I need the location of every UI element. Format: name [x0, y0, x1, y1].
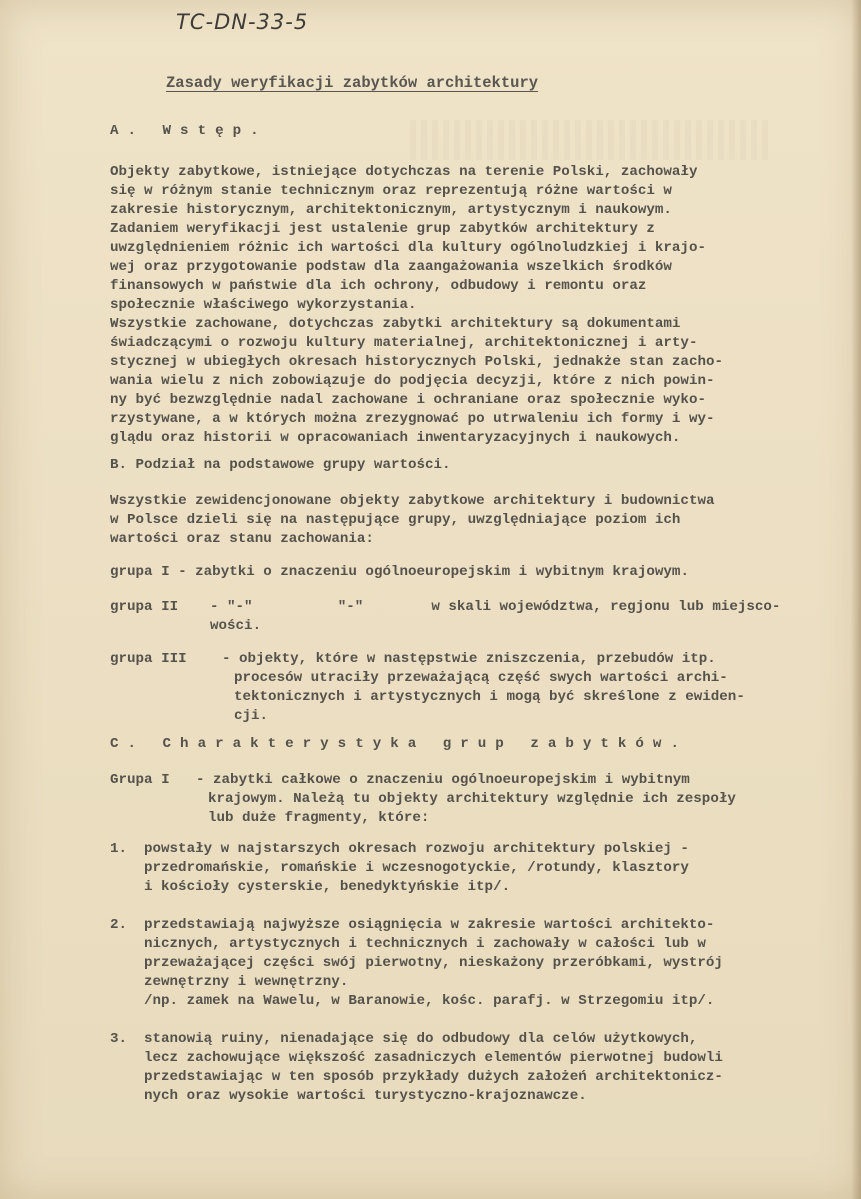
text-line: powstały w najstarszych okresach rozwoju architektury polskiej -: [144, 841, 689, 857]
section-c-heading: C. Charakterystyka grup zabytków.: [110, 736, 688, 752]
group-description: [196, 771, 836, 828]
text-line: przedstawiając w ten sposób przykłady dużych założeń architektonicz-: [144, 1069, 723, 1085]
text-line: świadczącymi o rozwoju kultury materialnej, architektonicznej i arty-: [110, 335, 698, 351]
group-description: [210, 598, 810, 636]
reference-number: TC-DN-33-5: [176, 10, 309, 34]
document-title: Zasady weryfikacji zabytków architektury: [166, 74, 539, 92]
section-a-heading: A. Wstęp.: [110, 123, 268, 139]
text-line: przeważającej części swój pierwotny, nieskażony przeróbkami, wystrój: [144, 955, 723, 971]
group-row: [110, 563, 840, 582]
text-line: - objekty, które w następstwie zniszczenia, przebudów itp.: [222, 651, 716, 667]
text-line: przedromańskie, romańskie i wczesnogotyckie, /rotundy, klasztory: [144, 860, 689, 876]
section-a-paragraph-2: [110, 315, 840, 448]
group-label: grupa I: [110, 564, 170, 580]
text-line: nicznych, artystycznych i technicznych i zachowały w całości lub w: [144, 936, 706, 952]
text-line: lub duże fragmenty, które:: [208, 810, 430, 826]
text-line: cji.: [234, 708, 269, 724]
list-item: [110, 1030, 840, 1106]
text-line: /np. zamek na Wawelu, w Baranowie, kośc. parafj. w Strzegomiu itp/.: [144, 993, 715, 1009]
item-number: 1.: [110, 841, 128, 857]
item-text: [144, 1030, 834, 1106]
group-1-description: [110, 771, 840, 828]
text-line: Objekty zabytkowe, istniejące dotychczas na terenie Polski, zachowały: [110, 164, 698, 180]
text-line: wania wielu z nich zobowiązuje do podjęcia decyzji, które z nich powin-: [110, 373, 715, 389]
text-line: przedstawiają najwyższe osiągnięcia w zakresie wartości architekto-: [144, 917, 715, 933]
group-label: Grupa I: [110, 772, 170, 788]
text-line: - zabytki całkowe o znaczeniu ogólnoeuropejskim i wybitnym: [196, 772, 690, 788]
text-line: zakresie historycznym, architektonicznym, artystycznym i naukowym.: [110, 202, 672, 218]
item-text: [144, 840, 834, 897]
text-line: w Polsce dzieli się na następujące grupy, uwzględniające poziom ich: [110, 512, 681, 528]
text-line: procesów utraciły przeważającą część swych wartości archi-: [234, 670, 728, 686]
group-description: - zabytki o znaczeniu ogólnoeuropejskim i wybitnym krajowym.: [178, 564, 689, 580]
text-line: finansowych w państwie dla ich ochrony, odbudowy i remontu oraz: [110, 278, 647, 294]
text-line: glądu oraz historii w opracowaniach inwentaryzacyjnych i naukowych.: [110, 430, 681, 446]
text-line: nych oraz wysokie wartości turystyczno-krajoznawcze.: [144, 1088, 587, 1104]
group-label: grupa III: [110, 651, 187, 667]
text-line: wości.: [210, 618, 262, 634]
text-line: krajowym. Należą tu objekty architektury względnie ich zespoły: [208, 791, 736, 807]
text-line: zewnętrzny i wewnętrzny.: [144, 974, 349, 990]
text-line: stanowią ruiny, nienadające się do odbudowy dla celów użytkowych,: [144, 1031, 698, 1047]
text-line: wartości oraz stanu zachowania:: [110, 531, 374, 547]
group-label: grupa II: [110, 599, 179, 615]
text-line: wej oraz przygotowanie podstaw dla zaangażowania wszelkich środków: [110, 259, 672, 275]
text-line: rzystywane, a w których można zrezygnować po utrwaleniu ich formy i wy-: [110, 411, 715, 427]
text-line: ny być bezwzględnie nadal zachowane i ochraniane oraz społecznie wyko-: [110, 392, 706, 408]
text-line: uwzględnieniem różnic ich wartości dla kultury ogólnoludzkiej i krajo-: [110, 240, 706, 256]
section-b-intro: [110, 492, 840, 549]
text-line: się w różnym stanie technicznym oraz reprezentują różne wartości w: [110, 183, 672, 199]
text-line: tektonicznych i artystycznych i mogą być skreślone z ewiden-: [234, 689, 745, 705]
list-item: [110, 916, 840, 1011]
group-row: [110, 650, 840, 726]
text-line: - "-" "-" w skali województwa, regjonu lub miejsco-: [210, 599, 781, 615]
item-text: [144, 916, 834, 1011]
text-line: i kościoły cysterskie, benedyktyńskie itp/.: [144, 879, 511, 895]
text-line: społecznie właściwego wykorzystania.: [110, 297, 417, 313]
text-line: lecz zachowujące większość zasadniczych elementów pierwotnej budowli: [144, 1050, 723, 1066]
section-a-paragraph-1: [110, 163, 840, 315]
text-line: Wszystkie zachowane, dotychczas zabytki architektury są dokumentami: [110, 316, 681, 332]
section-b-heading: B. Podział na podstawowe grupy wartości.: [110, 457, 451, 473]
text-line: stycznej w ubiegłych okresach historycznych Polski, jednakże stan zacho-: [110, 354, 723, 370]
group-description: [222, 650, 822, 726]
group-row: [110, 598, 840, 636]
item-number: 2.: [110, 917, 128, 933]
text-line: Zadaniem weryfikacji jest ustalenie grup zabytków architektury z: [110, 221, 655, 237]
list-item: [110, 840, 840, 897]
paper-edge-shadow: [851, 0, 861, 1199]
text-line: Wszystkie zewidencjonowane objekty zabytkowe architektury i budownictwa: [110, 493, 715, 509]
item-number: 3.: [110, 1031, 128, 1047]
